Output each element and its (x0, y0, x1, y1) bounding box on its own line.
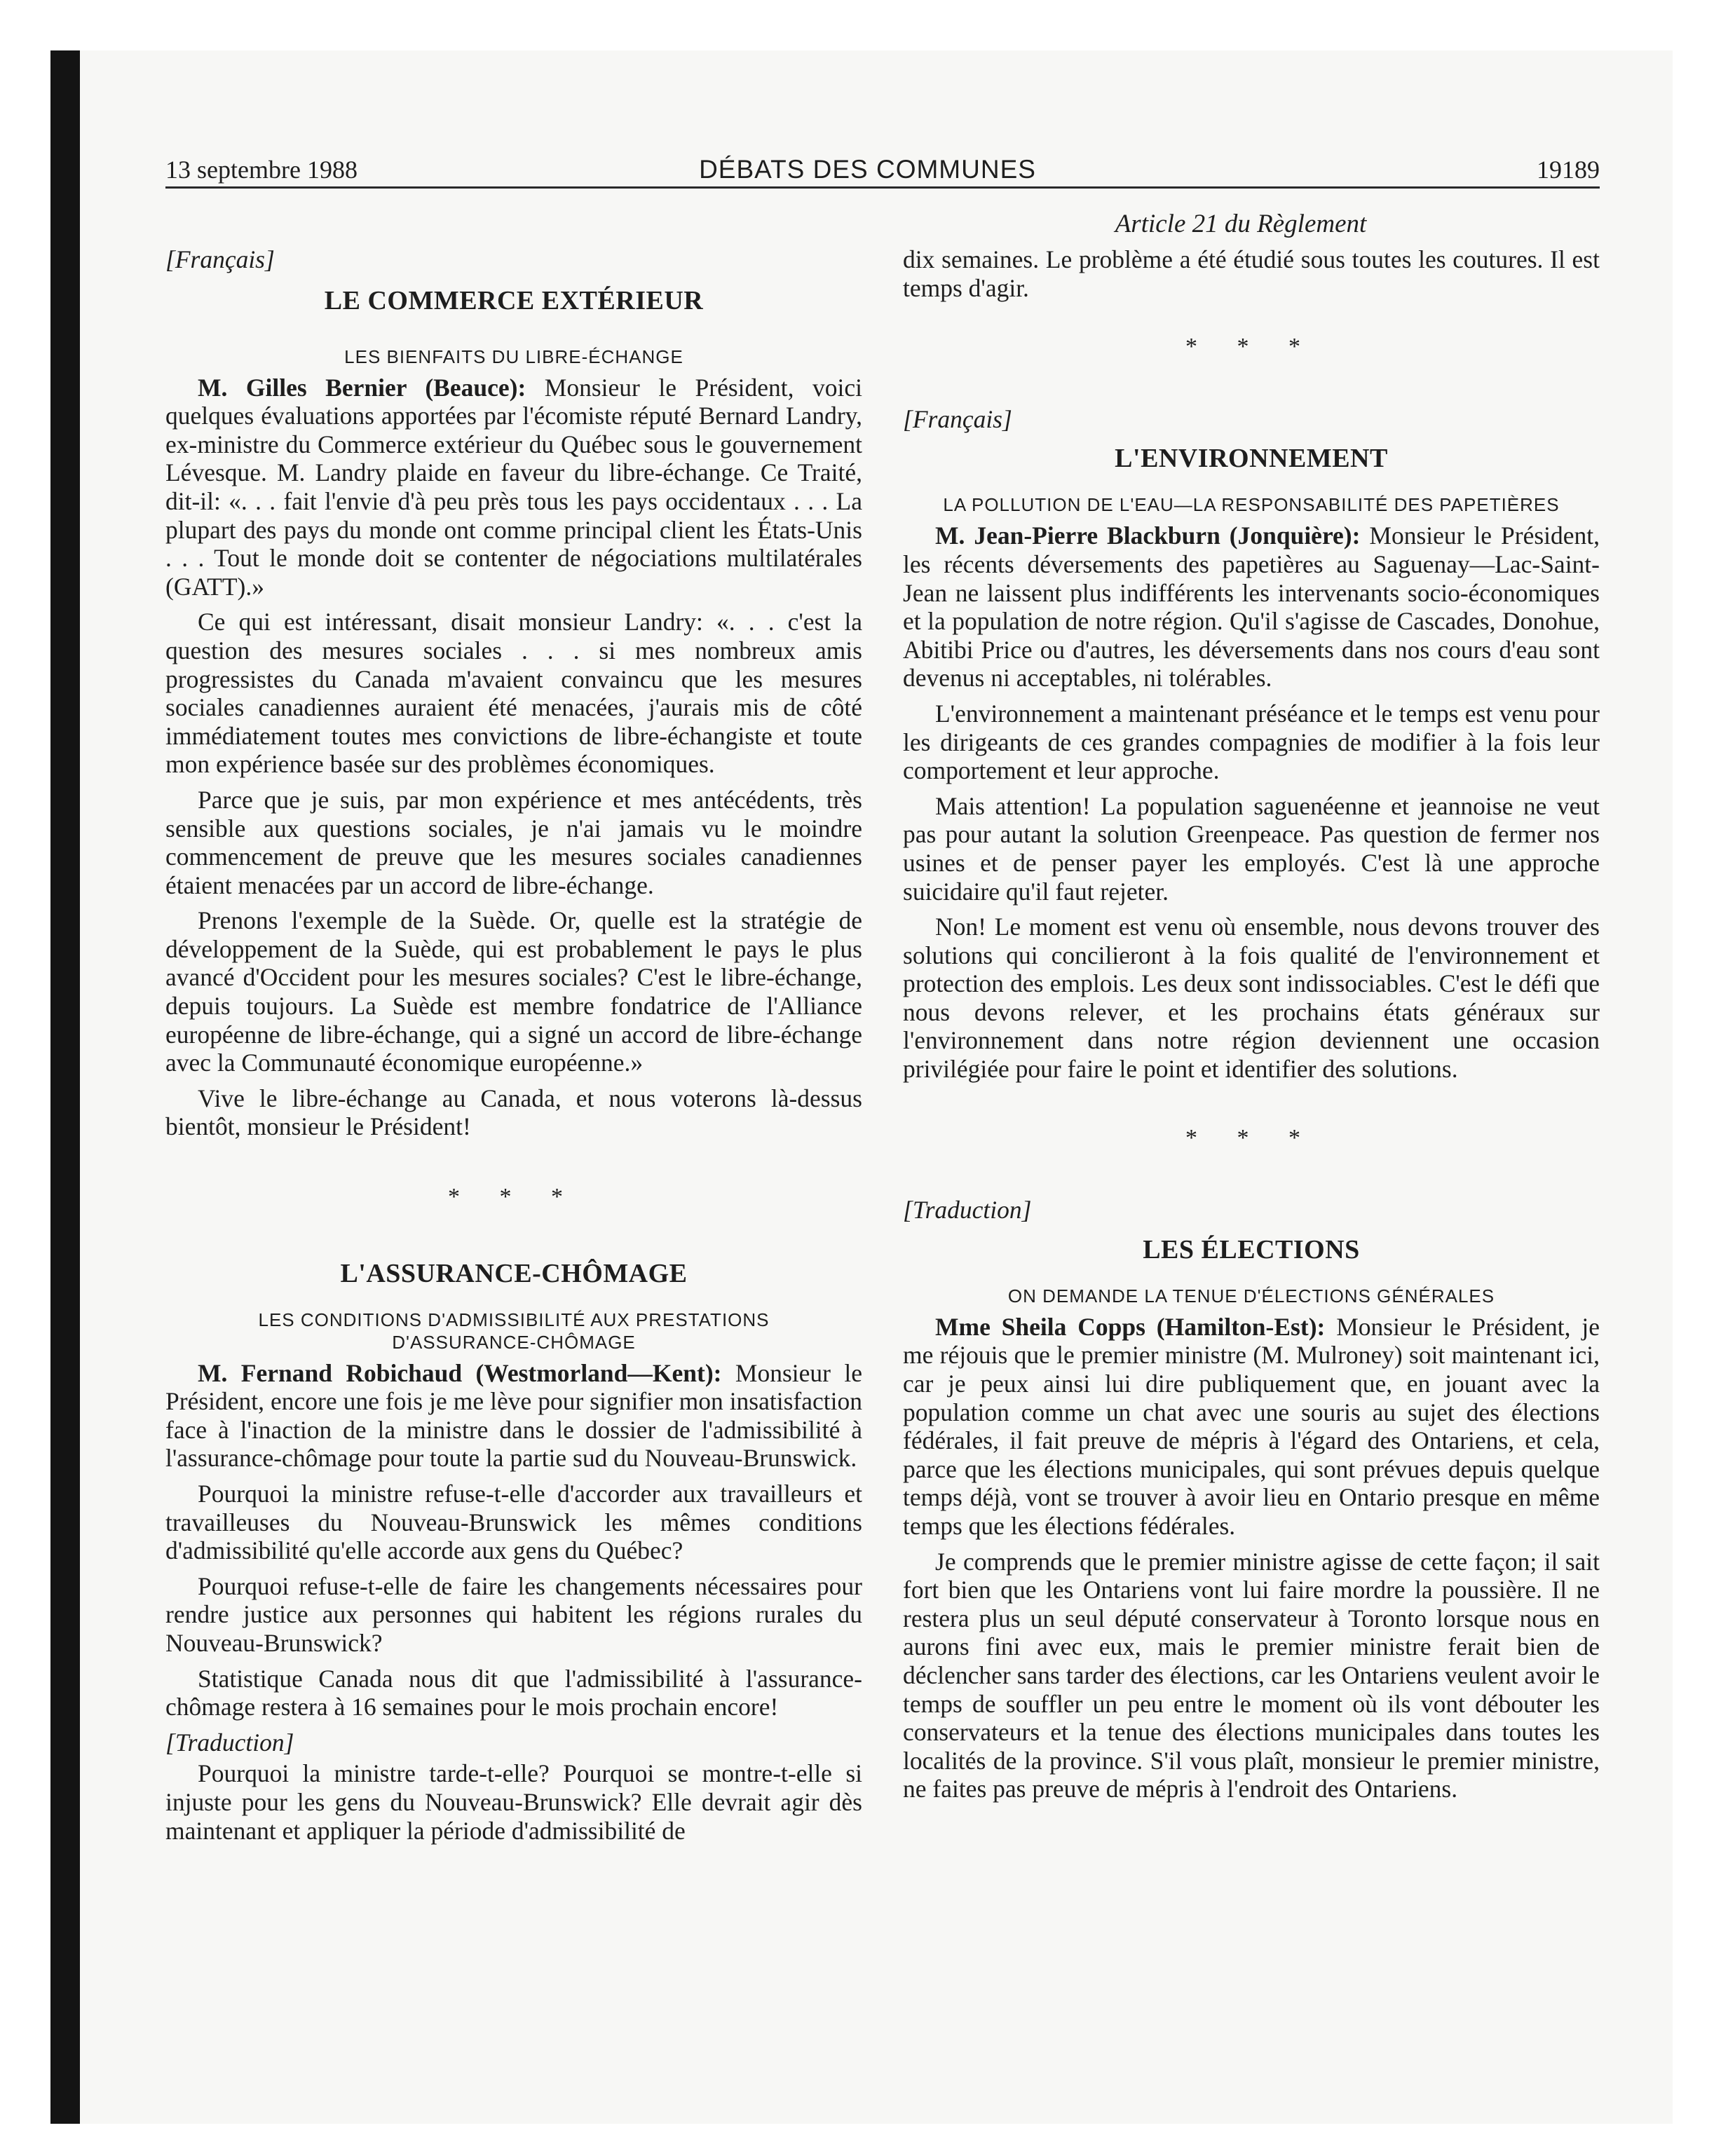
paragraph: Ce qui est intéressant, disait monsieur Landry: «. . . c'est la question des mesures sociales . . . si mes nombreux amis progressistes du Canada m'avaient convaincu que les mesures sociales canadiennes auraient été menacées, j'aurais mis de côté immédiatement toutes mes convictions de libre-échangiste et toute mon expérience basée sur des problèmes économiques. (165, 608, 862, 779)
paragraph-text: Monsieur le Président, encore une fois je me lève pour signifier mon insatisfaction face à l'inaction de la ministre dans le dossier de l'admissibilité à l'assurance-chômage pour toute la partie sud du Nouveau-Brunswick. (165, 1358, 862, 1473)
section-separator: * * * (448, 1184, 580, 1210)
speaker-name: M. Jean-Pierre Blackburn (Jonquière): (935, 521, 1361, 550)
language-tag: [Traduction] (165, 1728, 294, 1756)
section-subheading: LES BIENFAITS DU LIBRE-ÉCHANGE (344, 346, 683, 367)
paragraph: Pourquoi refuse-t-elle de faire les changements nécessaires pour rendre justice aux personnes qui habitent les régions rurales du Nouveau-Brunswick? (165, 1571, 862, 1657)
language-tag: [Français] (165, 245, 275, 273)
section-subheading: ON DEMANDE LA TENUE D'ÉLECTIONS GÉNÉRALES (1007, 1285, 1495, 1306)
section-separator: * * * (1185, 1124, 1317, 1151)
language-tag: [Traduction] (903, 1196, 1032, 1224)
paragraph: Pourquoi la ministre tarde-t-elle? Pourquoi se montre-t-elle si injuste pour les gens du Nouveau-Brunswick? Elle devrait agir dès maintenant et appliquer la période d'admissibilité de (165, 1759, 862, 1845)
language-tag: [Français] (903, 404, 1012, 433)
paragraph: Parce que je suis, par mon expérience et mes antécédents, très sensible aux questions sociales, je n'ai jamais vu le moindre commencement de preuve que les mesures sociales canadiennes étaient menacées par un accord de libre-échange. (165, 785, 862, 899)
paragraph: Mais attention! La population saguenéenne et jeannoise ne veut pas pour autant la solution Greenpeace. Pas question de fermer nos usines et de penser payer les employés. C'est là une approche suicidaire qu'il faut rejeter. (903, 791, 1600, 906)
speaker-name: Mme Sheila Copps (Hamilton-Est): (935, 1312, 1326, 1341)
section-subheading: LA POLLUTION DE L'EAU—LA RESPONSABILITÉ DES PAPETIÈRES (943, 494, 1560, 516)
paragraph: Statistique Canada nous dit que l'admissibilité à l'assurance-chômage restera à 16 semaines pour le mois prochain encore! (165, 1664, 862, 1721)
paragraph: Je comprends que le premier ministre agisse de cette façon; il sait fort bien que les Ontariens vont lui faire mordre la poussière. Il ne restera plus un seul député conservateur à Toronto lorsque nous en aurons fini avec eux, mais le premier ministre ferait bien de déclencher sans tarder des élections, car les Ontariens veulent avoir le temps de souffler un peu entre le moment où ils vont débouter les conservateurs et la tenue des élections municipales dans toutes les localités de la province. S'il vous plaît, monsieur le premier ministre, ne faites pas preuve de mépris à l'endroit des Ontariens. (903, 1547, 1600, 1803)
paragraph: Prenons l'exemple de la Suède. Or, quelle est la stratégie de développement de la Suède, qui est probablement le pays le plus avancé d'Occident pour les mesures sociales? C'est le libre-échange, depuis toujours. La Suède est membre fondatrice de l'Alliance européenne de libre-échange, qui a signé un accord de libre-échange avec la Communauté économique européenne.» (165, 906, 862, 1077)
header-title: DÉBATS DES COMMUNES (699, 155, 1036, 184)
paragraph: Non! Le moment est venu où ensemble, nous devons trouver des solutions qui concilieront à la fois qualité de l'environnement et protection des emplois. Les deux sont indissociables. C'est le défi que nous devons relever, et les prochains états généraux sur l'environnement dans notre région deviennent une occasion privilégiée pour faire le point et identifier des solutions. (903, 913, 1600, 1084)
right-column (903, 245, 1600, 1803)
section-heading: LES ÉLECTIONS (1143, 1234, 1360, 1264)
section-heading: L'ASSURANCE-CHÔMAGE (340, 1258, 688, 1288)
paragraph-text: Monsieur le Président, voici quelques évaluations apportées par l'écomiste réputé Bernard Landry, ex-ministre du Commerce extérieur du Québec sous le gouvernement Lévesque. M. Landry plaide en faveur du libre-échange. Ce Traité, dit-il: «. . . fait l'envie d'à peu près tous les pays occidentaux . . . La plupart des pays du monde ont comme principal client les États-Unis . . . Tout le monde doit se contenter de négociations multilatérales (GATT).» (165, 373, 863, 601)
paragraph: dix semaines. Le problème a été étudié sous toutes les coutures. Il est temps d'agir. (903, 245, 1600, 302)
paragraph: Pourquoi la ministre refuse-t-elle d'accorder aux travailleurs et travailleuses du Nouveau-Brunswick les mêmes conditions d'admissibilité qu'elle accorde aux gens du Québec? (165, 1480, 862, 1565)
paragraph (903, 521, 1600, 692)
section-separator: * * * (1185, 334, 1317, 360)
header-rule (165, 186, 1600, 189)
speaker-name: M. Gilles Bernier (Beauce): (198, 373, 526, 402)
paragraph-text: Monsieur le Président, je me réjouis que le premier ministre (M. Mulroney) soit maintenant ici, car je peux ainsi lui dire publiquement que, en jouant avec la population comme un chat avec une souris au sujet des élections fédérales, il fait preuve de mépris à l'égard des Ontariens, et cela, parce que les élections municipales, qui sont prévues depuis quelque temps déjà, vont se trouver à avoir lieu en Ontario presque en même temps que les élections fédérales. (903, 1312, 1600, 1540)
header-date: 13 septembre 1988 (165, 156, 358, 184)
paragraph: Vive le libre-échange au Canada, et nous voterons là-dessus bientôt, monsieur le Président! (165, 1084, 862, 1141)
left-column (165, 245, 862, 1845)
section-heading: L'ENVIRONNEMENT (1115, 444, 1388, 474)
paragraph: L'environnement a maintenant préséance et le temps est venu pour les dirigeants de ces grandes compagnies de modifier à la fois leur comportement et leur approche. (903, 699, 1600, 785)
paragraph (903, 1313, 1600, 1541)
section-heading: LE COMMERCE EXTÉRIEUR (324, 285, 704, 315)
paragraph (165, 1359, 862, 1473)
running-head: Article 21 du Règlement (1115, 210, 1367, 238)
speaker-name: M. Fernand Robichaud (Westmorland—Kent): (198, 1358, 722, 1387)
scan-edge (50, 50, 80, 2124)
paragraph-text: Monsieur le Président, les récents déversements des papetières au Saguenay—Lac-Saint-Jean ne laissent plus indifférents les intervenants socio-économiques et la population de notre région. Qu'il s'agisse de Cascades, Donohue, Abitibi Price ou d'autres, les déversements dans nos cours d'eau sont devenus ni acceptables, ni tolérables. (903, 521, 1600, 692)
section-subheading: LES CONDITIONS D'ADMISSIBILITÉ AUX PRESTATIONS D'ASSURANCE-CHÔMAGE (258, 1309, 770, 1353)
page-number: 19189 (1537, 156, 1600, 184)
paragraph (165, 374, 862, 601)
